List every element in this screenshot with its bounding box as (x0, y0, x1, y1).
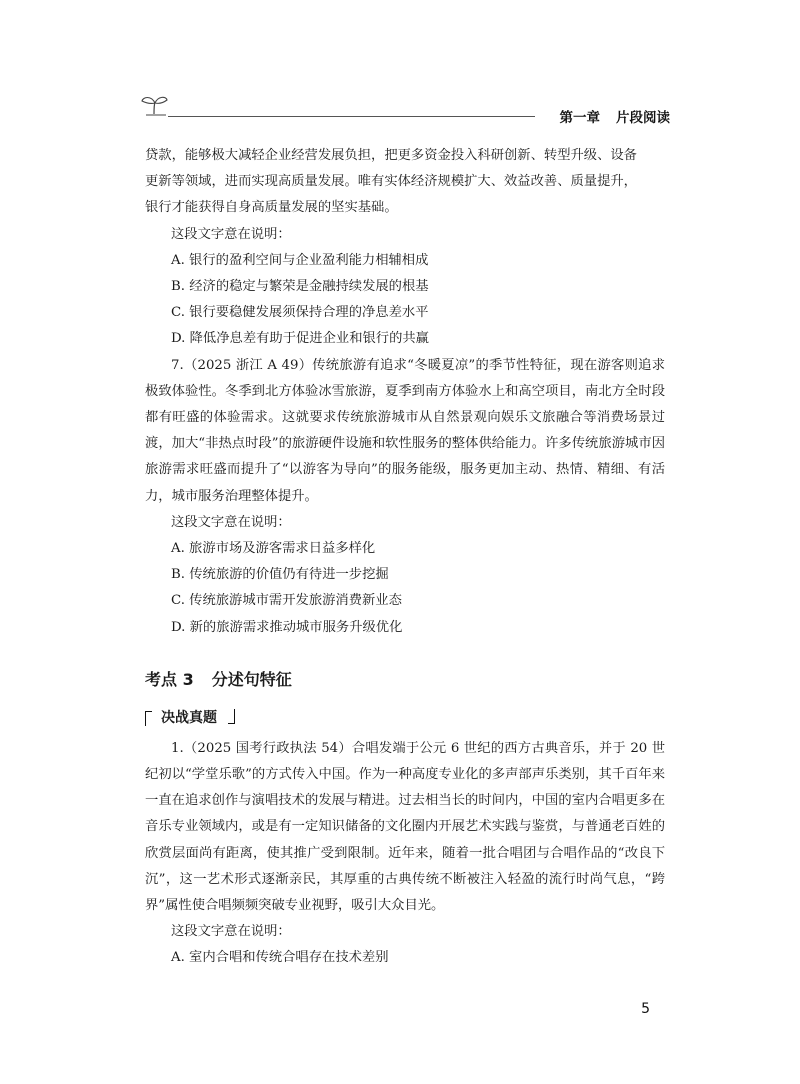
page-body (145, 143, 665, 972)
option-d: D. 降低净息差有助于促进企业和银行的共赢 (171, 331, 429, 347)
question-7-text: 7.（2025 浙江 A 49）传统旅游有追求“冬暖夏凉”的季节性特征，现在游客则追求极致体验性。冬季到北方体验冰雪旅游，夏季到南方体验水上和高空项目，南北方全时段都有旺盛的体验需求。这就要求传统旅游城市从自然景观向娱乐文旅融合等消费场景过渡，加大“非热点时段”的旅游硬件设施和软性服务的整体供给能力。许多传统旅游城市因旅游需求旺盛而提升了“以游客为导向”的服务能级，服务更加主动、热情、精细、有活力，城市服务治理整体提升。 (145, 357, 665, 504)
page-number: 5 (641, 1001, 650, 1017)
passage-line: 更新等领域，进而实现高质量发展。唯有实体经济规模扩大、效益改善、质量提升， (145, 174, 637, 190)
option-c: C. 银行要稳健发展须保持合理的净息差水平 (171, 305, 429, 321)
option-b: B. 传统旅游的价值仍有待进一步挖掘 (171, 567, 389, 583)
passage-line: 银行才能获得自身高质量发展的坚实基础。 (145, 200, 398, 216)
question-1-text: 1.（2025 国考行政执法 54）合唱发端于公元 6 世纪的西方古典音乐，并于 20 世纪初以“学堂乐歌”的方式传入中国。作为一种高度专业化的多声部声乐类别，其千百年来一直在追求创作与演唱技术的发展与精进。过去相当长的时间内，中国的室内合唱更多在音乐专业领域内，或是有一定知识储备的文化圈内开展艺术实践与鉴赏，与普通老百姓的欣赏层面尚有距离，使其推广受到限制。近年来，随着一批合唱团与合唱作品的“改良下沉”，这一艺术形式逐渐亲民，其厚重的古典传统不断被注入轻盈的流行时尚气息，“跨界”属性使合唱频频突破专业视野，吸引大众目光。 (145, 740, 665, 914)
question-prompt: 这段文字意在说明： (171, 226, 291, 242)
section-heading (145, 664, 665, 696)
option-b: B. 经济的稳定与繁荣是金融持续发展的根基 (171, 279, 429, 295)
sprout-leaf-icon (140, 92, 170, 120)
chapter-title: 片段阅读 (616, 110, 670, 126)
corner-bracket-right-icon (228, 709, 235, 724)
chapter-label: 第一章 (559, 110, 600, 126)
question-prompt: 这段文字意在说明： (171, 514, 291, 530)
option-a: A. 银行的盈利空间与企业盈利能力相辅相成 (171, 252, 429, 268)
subsection-title: 决战真题 (161, 709, 217, 726)
subsection-heading (145, 704, 665, 732)
option-c: C. 传统旅游城市需开发旅游消费新业态 (171, 593, 402, 609)
continued-passage (145, 143, 665, 222)
option-d: D. 新的旅游需求推动城市服务升级优化 (171, 619, 403, 635)
section-title: 分述句特征 (211, 669, 292, 689)
section-label: 考点 3 (145, 669, 194, 689)
option-a: A. 旅游市场及游客需求日益多样化 (171, 541, 376, 557)
running-header (140, 92, 670, 128)
option-a: A. 室内合唱和传统合唱存在技术差别 (171, 950, 389, 966)
question-prompt: 这段文字意在说明： (171, 924, 291, 940)
passage-line: 贷款，能够极大减轻企业经营发展负担，把更多资金投入科研创新、转型升级、设备 (145, 148, 637, 163)
chapter-heading (560, 106, 671, 126)
header-rule (168, 116, 535, 117)
corner-bracket-left-icon (145, 711, 152, 726)
